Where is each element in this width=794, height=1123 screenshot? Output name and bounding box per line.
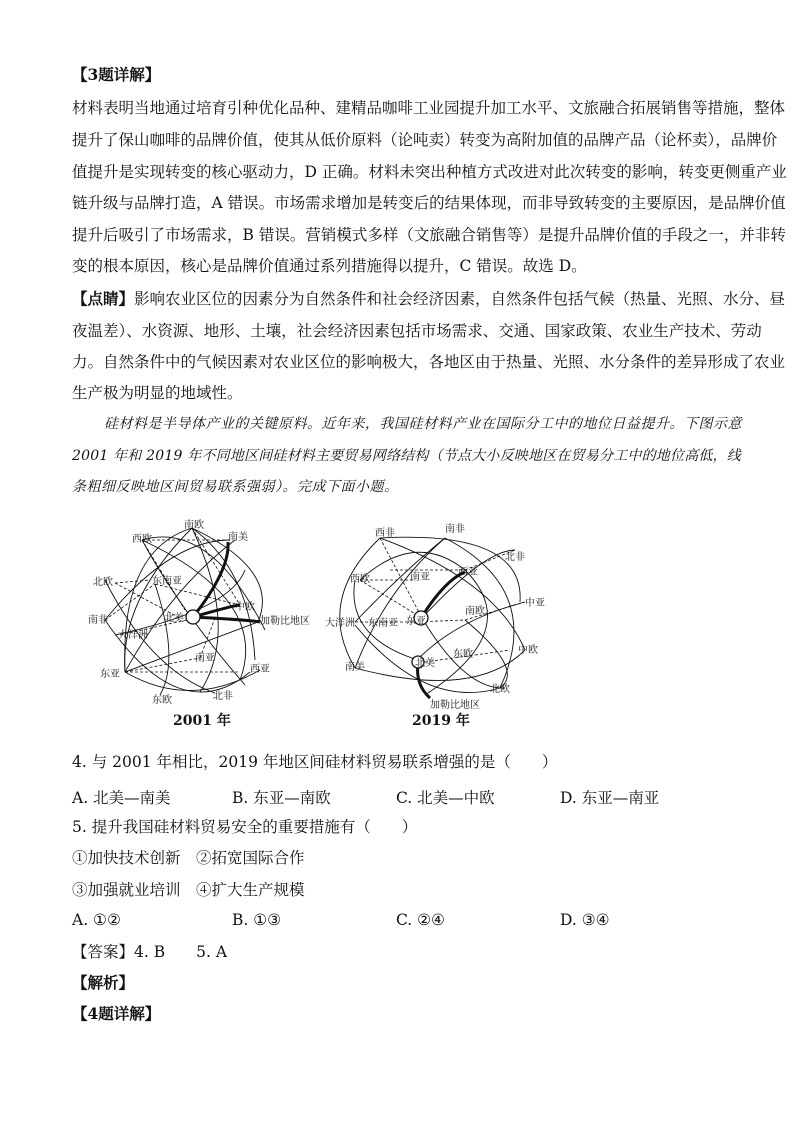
- node-2001-dongou: 东欧: [152, 695, 172, 706]
- year-2001: 2001 年: [173, 713, 231, 729]
- dianjing-line-1: [72, 289, 785, 309]
- q4-option-a[interactable]: A. 北美—南美: [72, 789, 171, 807]
- node-2001-dongnanya: 东南亚: [152, 576, 182, 587]
- intro-line-3: 条粗细反映地区间贸易联系强弱）。完成下面小题。: [72, 479, 399, 495]
- node-2019-xifei: 西非: [375, 528, 395, 539]
- q5-option-c[interactable]: C. ②④: [396, 911, 445, 929]
- node-2001-nanou: 南欧: [184, 520, 204, 531]
- node-2001-beiou: 北欧: [93, 577, 113, 588]
- dianjing-line-2: 夜温差）、水资源、地形、土壤，社会经济因素包括市场需求、交通、国家政策、农业生产技术、劳动: [72, 322, 762, 340]
- q4-option-d[interactable]: D. 东亚—南亚: [560, 789, 660, 807]
- q5-option-a[interactable]: A. ①②: [72, 911, 121, 929]
- node-2019-beimei: 北美: [415, 658, 435, 669]
- node-2019-xiya: 西亚: [458, 567, 478, 578]
- node-2001-nanya: 南亚: [195, 653, 215, 664]
- q4-stem: 4. 与 2001 年相比，2019 年地区间硅材料贸易联系增强的是（ ）: [72, 753, 558, 771]
- dianjing-line-3: 力。自然条件中的气候因素对农业区位的影响极大，各地区由于热量、光照、水分条件的差异形成了农业: [72, 353, 786, 371]
- node-2019-zhongou: 中欧: [518, 645, 538, 656]
- network-2001: [88, 518, 310, 729]
- q3-line-5: 提升后吸引了市场需求，B 错误。营销模式多样（文旅融合销售等）是提升品牌价值的手段之一，并非转: [72, 226, 786, 244]
- node-2001-dongya: 东亚: [100, 669, 120, 680]
- node-2001-xiou: 西欧: [132, 534, 152, 545]
- q4-heading: 【4题详解】: [72, 1004, 161, 1023]
- node-2019-beiou: 北欧: [490, 684, 510, 695]
- node-2019-dongou: 东欧: [453, 649, 473, 660]
- intro-line-2: 2001 年和 2019 年不同地区间硅材料主要贸易网络结构（节点大小反映地区在贸易分工中的地位高低，线: [72, 448, 742, 464]
- node-2001-nanfei: 南非: [88, 615, 108, 626]
- q3-line-1: 材料表明当地通过培育引种优化品种、建精品咖啡工业园提升加工水平、文旅融合拓展销售等措施，整体: [72, 99, 786, 117]
- q3-heading: 【3题详解】: [72, 65, 161, 84]
- node-2019-zhongya: 中亚: [525, 598, 545, 609]
- node-2001-dayangzhou: 大洋洲: [118, 630, 148, 641]
- trade-network-figure: [80, 510, 560, 735]
- intro-line-1: 硅材料是半导体产业的关键原料。近年来，我国硅材料产业在国际分工中的地位日益提升。下图示意: [104, 416, 742, 432]
- dianjing-label: 【点睛】: [72, 289, 135, 308]
- node-2001-zhongou: 中欧: [235, 602, 255, 613]
- dianjing-text-1: 影响农业区位的因素分为自然条件和社会经济因素，自然条件包括气候（热量、光照、水分、昼: [134, 290, 786, 308]
- q3-line-4: 链升级与品牌打造，A 错误。市场需求增加是转变后的结果体现，而非导致转变的主要原因，是品牌价值: [72, 194, 786, 212]
- node-2019-jialebi: 加勒比地区: [430, 700, 480, 711]
- node-2019-dayangzhou: 大洋洲: [325, 618, 355, 629]
- dianjing-line-4: 生产极为明显的地域性。: [72, 384, 243, 402]
- node-2019-nanya: 南亚: [410, 572, 430, 583]
- q5-items-1: ①加快技术创新 ②拓宽国际合作: [72, 849, 305, 867]
- node-2019-nanmei: 南美: [345, 662, 365, 673]
- node-2001-xiya: 西亚: [250, 664, 270, 675]
- network-2019: [325, 522, 545, 729]
- node-2019-beifei: 北非: [505, 552, 525, 563]
- node-2019-dongnanya: 东南亚: [368, 618, 398, 629]
- node-2019-nanou: 南欧: [465, 606, 485, 617]
- node-2019-dongya: 东亚: [406, 616, 426, 627]
- node-2001-beimei: 北美: [164, 613, 184, 624]
- q3-line-2: 提升了保山咖啡的品牌价值，使其从低价原料（论吨卖）转变为高附加值的品牌产品（论杯卖），品牌价: [72, 131, 778, 149]
- q3-line-6: 变的根本原因，核心是品牌价值通过系列措施得以提升，C 错误。故选 D。: [72, 257, 587, 275]
- node-2001-beifei: 北非: [213, 691, 233, 702]
- node-2001-nanmei: 南美: [228, 532, 248, 543]
- q3-line-3: 值提升是实现转变的核心驱动力，D 正确。材料未突出种植方式改进对此次转变的影响，转变更侧重产业: [72, 163, 787, 181]
- node-2019-xiou: 西欧: [350, 574, 370, 585]
- answer-line: 【答案】4. B 5. A: [72, 943, 228, 961]
- year-2019: 2019 年: [412, 713, 470, 729]
- q4-option-c[interactable]: C. 北美—中欧: [396, 789, 495, 807]
- q5-items-2: ③加强就业培训 ④扩大生产规模: [72, 881, 305, 899]
- node-2001-jialebi: 加勒比地区: [260, 616, 310, 627]
- q5-option-b[interactable]: B. ①③: [232, 911, 282, 929]
- q4-option-b[interactable]: B. 东亚—南欧: [232, 789, 331, 807]
- node-2019-nanfei: 南非: [445, 524, 465, 535]
- q5-option-d[interactable]: D. ③④: [560, 911, 610, 929]
- jiexi-heading: 【解析】: [72, 973, 135, 992]
- q5-stem: 5. 提升我国硅材料贸易安全的重要措施有（ ）: [72, 818, 418, 836]
